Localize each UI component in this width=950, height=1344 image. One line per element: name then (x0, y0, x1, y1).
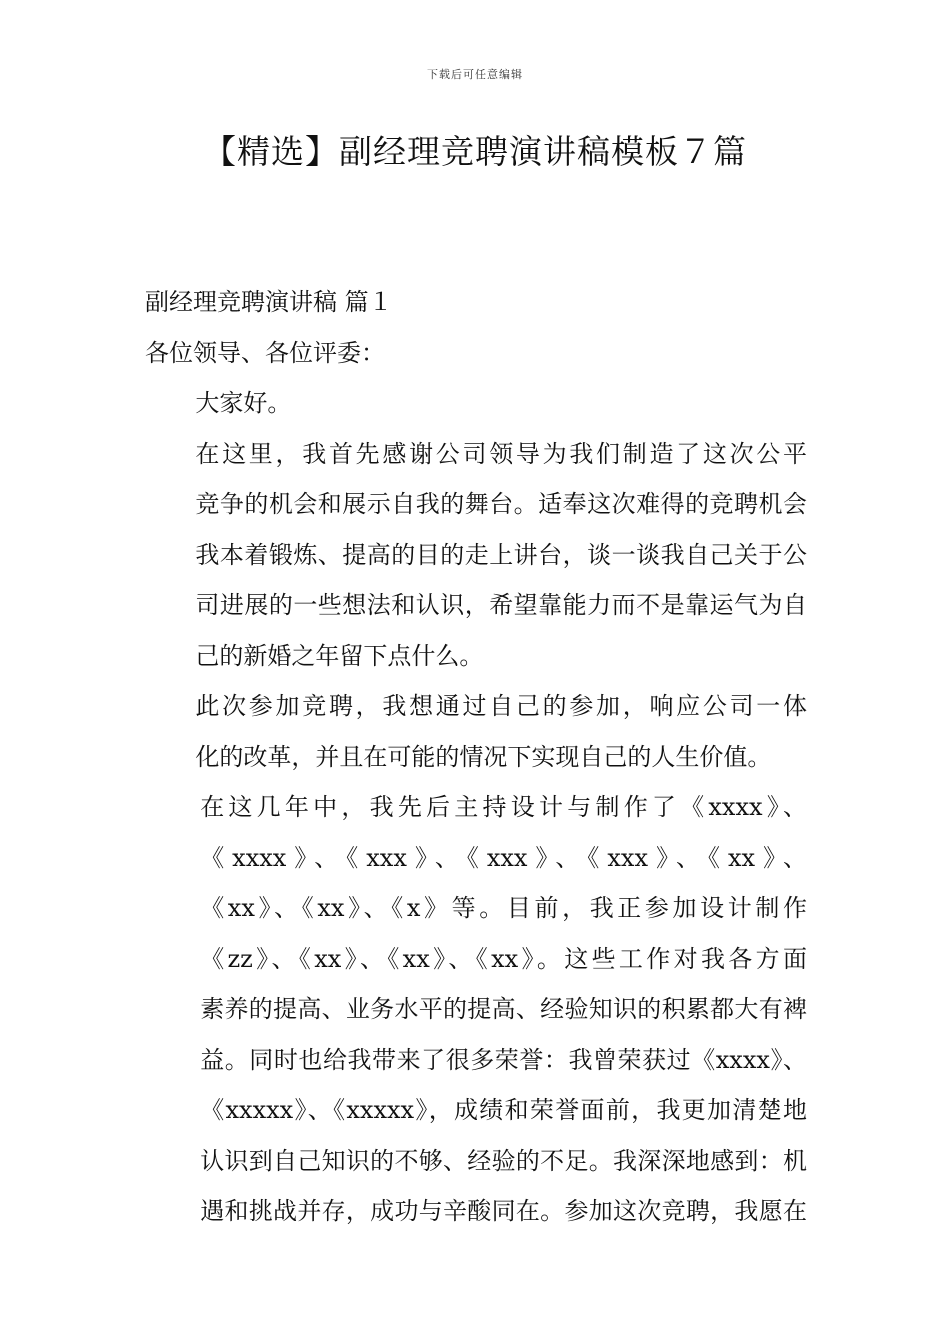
paragraph-line: 在这里，我首先感谢公司领导为我们制造了这次公平 (195, 439, 807, 468)
paragraph-line: 《xxxxx》、《xxxxx》，成绩和荣誉面前，我更加清楚地 (200, 1096, 807, 1124)
paragraph-line: 《xx》、《xx》、《x》等。目前，我正参加设计制作 (200, 894, 807, 922)
paragraph-line: 此次参加竞聘，我想通过自己的参加，响应公司一体 (195, 692, 807, 720)
paragraph-line: 我本着锻炼、提高的目的走上讲台，谈一谈我自己关于公 (195, 540, 807, 569)
header-note: 下载后可任意编辑 (427, 68, 523, 81)
paragraph-line: 大家好。 (195, 389, 292, 417)
paragraph-line: 《zz》、《xx》、《xx》、《xx》。这些工作对我各方面 (200, 944, 807, 973)
document-body (145, 277, 807, 1237)
paragraph-line: 益。同时也给我带来了很多荣誉：我曾荣获过《xxxx》、 (200, 1045, 807, 1074)
page-title: 【精选】副经理竞聘演讲稿模板７篇 (203, 132, 747, 171)
paragraph-line: 素养的提高、业务水平的提高、经验知识的积累都大有裨 (200, 995, 807, 1023)
paragraph-line: 竞争的机会和展示自我的舞台。适奉这次难得的竞聘机会 (195, 490, 807, 518)
paragraph-purpose (145, 681, 807, 782)
paragraph-thanks (145, 429, 807, 682)
paragraph-line: 《xxxx》、《xxx》、《xxx》、《xxx》、《xx》、 (200, 843, 807, 872)
paragraph-line: 遇和挑战并存，成功与辛酸同在。参加这次竞聘，我愿在 (200, 1197, 807, 1225)
salutation: 各位领导、各位评委： (145, 338, 385, 367)
paragraph-line: 司进展的一些想法和认识，希望靠能力而不是靠运气为自 (195, 591, 807, 619)
paragraph-line: 在这几年中，我先后主持设计与制作了《xxxx》、 (200, 793, 807, 821)
section-heading: 副经理竞聘演讲稿 篇１ (145, 288, 393, 316)
paragraph-line: 己的新婚之年留下点什么。 (195, 641, 484, 670)
paragraph-line: 认识到自己知识的不够、经验的不足。我深深地感到：机 (200, 1146, 807, 1175)
paragraph-greeting (145, 378, 807, 429)
paragraph-experience (145, 782, 807, 1237)
paragraph-line: 化的改革，并且在可能的情况下实现自己的人生价值。 (195, 742, 772, 771)
